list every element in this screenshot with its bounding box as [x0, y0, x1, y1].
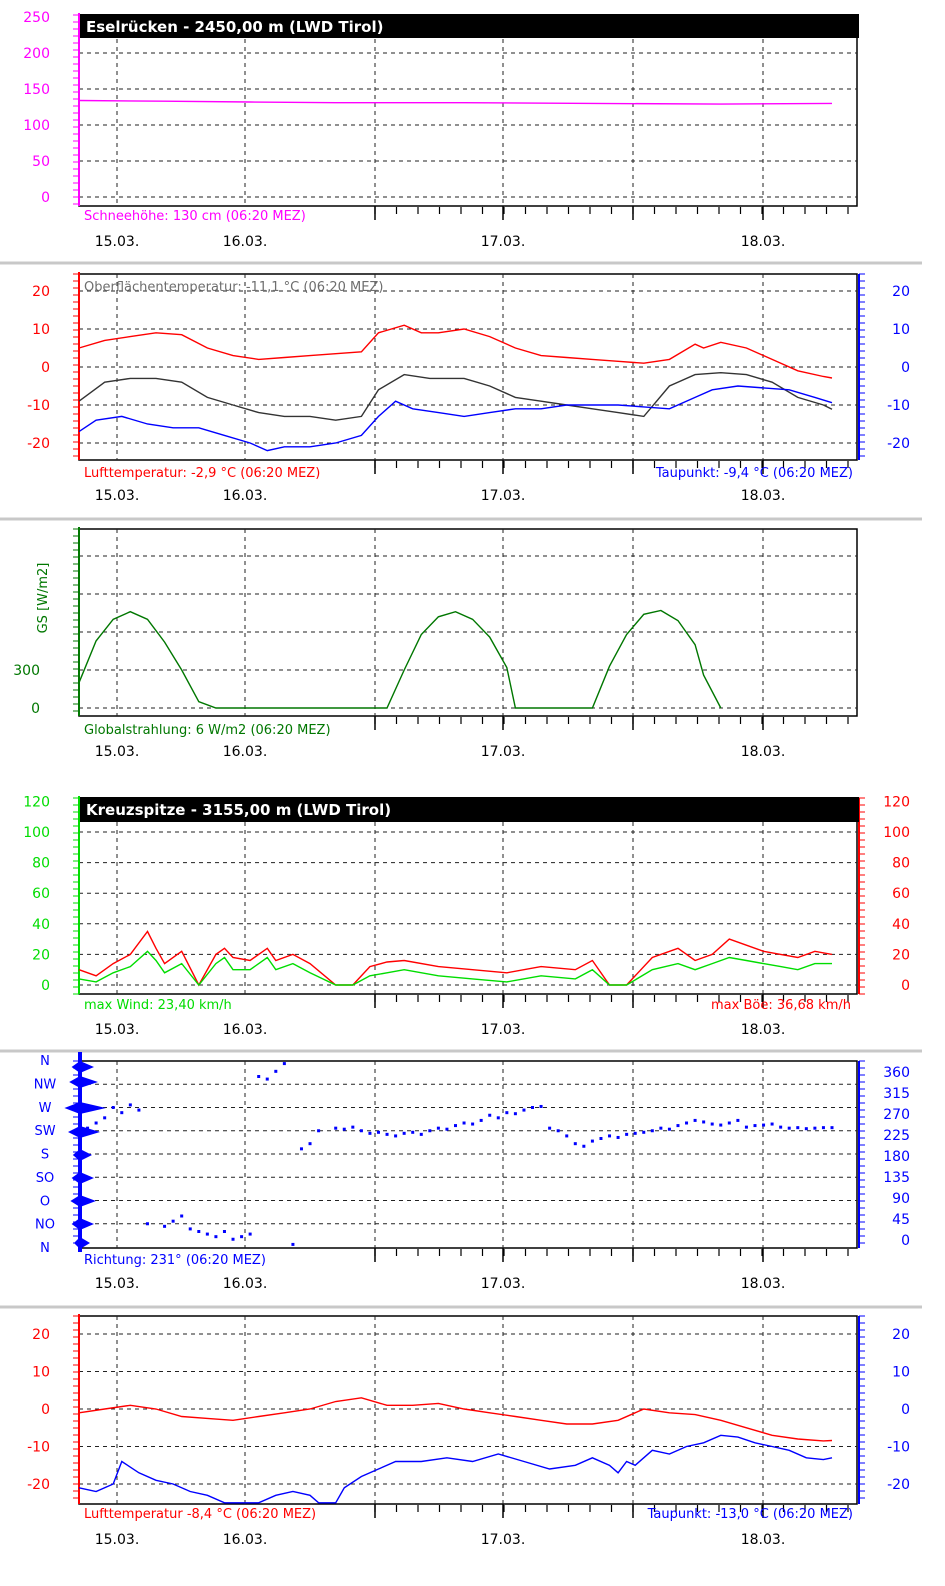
direction-point — [548, 1127, 551, 1130]
left-tick-label: 0 — [41, 1402, 50, 1418]
direction-point — [771, 1123, 774, 1126]
direction-point — [659, 1127, 662, 1130]
direction-point — [463, 1122, 466, 1125]
dewpoint-label-2: Taupunkt: -13,0 °C (06:20 MEZ) — [647, 1507, 853, 1522]
right-tick-label: 120 — [883, 794, 910, 811]
direction-point — [685, 1122, 688, 1125]
date-label: 17.03. — [480, 1276, 526, 1292]
direction-point — [334, 1127, 337, 1130]
direction-point — [266, 1078, 269, 1081]
surface-temperature-label: Oberflächentemperatur: -11,1 °C (06:20 MEZ) — [84, 280, 384, 295]
direction-point — [779, 1126, 782, 1129]
dewpoint-label: Taupunkt: -9,4 °C (06:20 MEZ) — [655, 466, 853, 481]
left-tick-label: 300 — [13, 663, 40, 679]
date-label: 15.03. — [94, 744, 140, 760]
direction-point — [711, 1123, 714, 1126]
left-tick-label: 0 — [41, 978, 50, 994]
direction-point — [223, 1230, 226, 1233]
date-label: 17.03. — [480, 744, 526, 760]
direction-point — [574, 1142, 577, 1145]
snow-title: Eselrücken - 2450,00 m (LWD Tirol) — [86, 18, 384, 36]
direction-point — [103, 1116, 106, 1119]
left-tick-label: N — [40, 1054, 50, 1069]
date-label: 15.03. — [94, 234, 140, 250]
right-tick-label: 135 — [883, 1170, 910, 1186]
direction-point — [634, 1132, 637, 1135]
direction-point — [480, 1119, 483, 1122]
plot-frame — [79, 274, 857, 460]
date-label: 18.03. — [740, 1276, 786, 1292]
direction-point — [805, 1127, 808, 1130]
direction-point — [180, 1215, 183, 1218]
direction-point — [214, 1235, 217, 1238]
direction-point — [728, 1122, 731, 1125]
direction-point — [120, 1111, 123, 1114]
direction-point — [249, 1233, 252, 1236]
date-label: 17.03. — [480, 1532, 526, 1548]
direction-point — [403, 1132, 406, 1135]
direction-point — [591, 1140, 594, 1143]
left-tick-label: 250 — [23, 10, 50, 26]
date-label: 16.03. — [222, 744, 268, 760]
panel-temperature-eselruecken — [27, 272, 910, 504]
left-tick-label: 100 — [23, 825, 50, 841]
right-tick-label: 315 — [883, 1086, 910, 1102]
date-label: 17.03. — [480, 488, 526, 504]
right-tick-label: 90 — [892, 1191, 910, 1207]
left-tick-label: 80 — [32, 855, 50, 872]
direction-point — [753, 1124, 756, 1127]
left-tick-label: SW — [34, 1124, 56, 1140]
left-tick-label: 20 — [32, 947, 50, 964]
direction-point — [309, 1142, 312, 1145]
left-tick-label: 10 — [32, 1364, 50, 1381]
direction-point — [599, 1137, 602, 1140]
direction-point — [745, 1126, 748, 1129]
date-label: 18.03. — [740, 1022, 786, 1038]
direction-point — [437, 1127, 440, 1130]
right-tick-label: 180 — [883, 1149, 910, 1165]
panel-radiation — [13, 527, 857, 760]
right-tick-label: 20 — [892, 1327, 910, 1343]
date-label: 16.03. — [222, 1276, 268, 1292]
date-label: 16.03. — [222, 234, 268, 250]
date-label: 15.03. — [94, 1276, 140, 1292]
left-tick-label: NW — [33, 1077, 57, 1093]
right-tick-label: 0 — [901, 978, 910, 994]
direction-point — [274, 1070, 277, 1073]
right-tick-label: 0 — [901, 1233, 910, 1249]
wind-title: Kreuzspitze - 3155,00 m (LWD Tirol) — [86, 801, 392, 819]
right-tick-label: 360 — [883, 1065, 910, 1081]
direction-point — [651, 1129, 654, 1132]
panel-snow — [23, 10, 859, 250]
right-tick-label: 80 — [892, 855, 910, 872]
panel-temperature-kreuzspitze — [27, 1314, 910, 1548]
direction-point — [608, 1134, 611, 1137]
max-gust-label: max Böe: 36,68 km/h — [711, 998, 851, 1013]
right-tick-label: 100 — [883, 825, 910, 841]
right-tick-label: 20 — [892, 947, 910, 964]
left-tick-label: 150 — [23, 82, 50, 98]
direction-point — [736, 1119, 739, 1122]
direction-point — [189, 1227, 192, 1230]
date-label: 18.03. — [740, 234, 786, 250]
direction-point — [129, 1103, 132, 1106]
direction-point — [625, 1133, 628, 1136]
direction-point — [831, 1126, 834, 1129]
left-tick-label: 0 — [41, 360, 50, 376]
date-label: 18.03. — [740, 1532, 786, 1548]
direction-point — [291, 1243, 294, 1246]
direction-point — [172, 1220, 175, 1223]
direction-point — [146, 1222, 149, 1225]
left-tick-label: 100 — [23, 118, 50, 134]
max-wind-label: max Wind: 23,40 km/h — [84, 998, 232, 1013]
direction-point — [796, 1126, 799, 1129]
plot-frame — [79, 15, 857, 206]
direction-point — [497, 1116, 500, 1119]
direction-point — [488, 1114, 491, 1117]
direction-point — [368, 1132, 371, 1135]
left-tick-label: -10 — [27, 1439, 50, 1456]
left-tick-label: 50 — [32, 154, 50, 170]
direction-point — [762, 1124, 765, 1127]
direction-point — [343, 1128, 346, 1131]
left-tick-label: -20 — [27, 436, 50, 452]
left-tick-label: 10 — [32, 322, 50, 338]
left-tick-label: 20 — [32, 284, 50, 300]
plot-frame — [79, 1061, 857, 1248]
left-tick-label: 0 — [41, 190, 50, 206]
direction-point — [317, 1129, 320, 1132]
direction-point — [283, 1062, 286, 1065]
direction-point — [394, 1134, 397, 1137]
left-tick-label: SO — [35, 1170, 55, 1186]
panel-wind-direction — [34, 1052, 910, 1292]
direction-point — [540, 1105, 543, 1108]
direction-point — [445, 1128, 448, 1131]
date-label: 16.03. — [222, 1532, 268, 1548]
right-tick-label: 10 — [892, 1364, 910, 1381]
direction-point — [702, 1120, 705, 1123]
right-tick-label: 0 — [901, 1402, 910, 1418]
direction-point — [694, 1119, 697, 1122]
right-tick-label: -10 — [887, 1439, 910, 1456]
snow-current-label: Schneehöhe: 130 cm (06:20 MEZ) — [84, 209, 306, 224]
direction-current-label: Richtung: 231° (06:20 MEZ) — [84, 1253, 266, 1268]
direction-point — [676, 1124, 679, 1127]
radiation-current-label: Globalstrahlung: 6 W/m2 (06:20 MEZ) — [84, 723, 331, 738]
left-tick-label: 20 — [32, 1327, 50, 1343]
direction-point — [813, 1127, 816, 1130]
direction-point — [471, 1123, 474, 1126]
direction-point — [428, 1129, 431, 1132]
left-tick-label: NO — [35, 1217, 55, 1233]
right-tick-label: 10 — [892, 322, 910, 338]
right-tick-label: 45 — [892, 1212, 910, 1228]
plot-frame — [79, 798, 857, 994]
left-tick-label: W — [38, 1100, 52, 1116]
direction-point — [240, 1235, 243, 1238]
direction-point — [197, 1230, 200, 1233]
direction-point — [137, 1109, 140, 1112]
direction-point — [95, 1122, 98, 1125]
right-tick-label: 60 — [892, 886, 910, 903]
direction-point — [420, 1133, 423, 1136]
direction-point — [522, 1109, 525, 1112]
left-tick-label: 120 — [23, 794, 50, 811]
date-label: 17.03. — [480, 1022, 526, 1038]
direction-point — [257, 1075, 260, 1078]
direction-point — [514, 1112, 517, 1115]
air-temperature-label-2: Lufttemperatur -8,4 °C (06:20 MEZ) — [84, 1507, 317, 1522]
date-label: 17.03. — [480, 234, 526, 250]
direction-point — [617, 1136, 620, 1139]
direction-point — [206, 1233, 209, 1236]
right-tick-label: 20 — [892, 284, 910, 300]
direction-point — [582, 1145, 585, 1148]
right-tick-label: 40 — [892, 916, 910, 933]
direction-point — [788, 1127, 791, 1130]
date-label: 15.03. — [94, 488, 140, 504]
direction-point — [668, 1128, 671, 1131]
left-tick-label: -10 — [27, 398, 50, 414]
direction-point — [163, 1225, 166, 1228]
date-label: 16.03. — [222, 1022, 268, 1038]
wind-rose-stem — [78, 1052, 82, 1252]
left-tick-label: 60 — [32, 886, 50, 903]
direction-point — [505, 1111, 508, 1114]
panel-wind — [23, 794, 910, 1038]
left-tick-label: S — [40, 1147, 50, 1163]
direction-point — [531, 1106, 534, 1109]
plot-frame — [79, 529, 857, 716]
right-tick-label: -20 — [887, 1477, 910, 1493]
date-label: 15.03. — [94, 1532, 140, 1548]
direction-point — [386, 1133, 389, 1136]
right-tick-label: 270 — [883, 1107, 910, 1123]
direction-point — [112, 1106, 115, 1109]
left-tick-label: O — [39, 1194, 51, 1210]
direction-point — [822, 1126, 825, 1129]
direction-point — [377, 1131, 380, 1134]
direction-point — [360, 1129, 363, 1132]
left-tick-label: N — [40, 1241, 50, 1256]
right-tick-label: 0 — [901, 360, 910, 376]
date-label: 15.03. — [94, 1022, 140, 1038]
direction-point — [565, 1134, 568, 1137]
right-tick-label: -10 — [887, 398, 910, 414]
date-label: 16.03. — [222, 488, 268, 504]
left-tick-label: -20 — [27, 1477, 50, 1493]
left-tick-label: 40 — [32, 916, 50, 933]
right-tick-label: -20 — [887, 436, 910, 452]
direction-point — [411, 1131, 414, 1134]
left-tick-label: 0 — [31, 701, 40, 717]
right-tick-label: 225 — [883, 1128, 910, 1144]
date-label: 18.03. — [740, 488, 786, 504]
direction-point — [719, 1124, 722, 1127]
left-tick-label: 200 — [23, 46, 50, 62]
radiation-ylabel: GS [W/m2] — [36, 562, 51, 634]
date-label: 18.03. — [740, 744, 786, 760]
direction-point — [557, 1129, 560, 1132]
air-temperature-label: Lufttemperatur: -2,9 °C (06:20 MEZ) — [84, 466, 321, 481]
direction-point — [351, 1126, 354, 1129]
direction-point — [642, 1131, 645, 1134]
direction-point — [454, 1124, 457, 1127]
direction-point — [232, 1238, 235, 1241]
direction-point — [300, 1147, 303, 1150]
